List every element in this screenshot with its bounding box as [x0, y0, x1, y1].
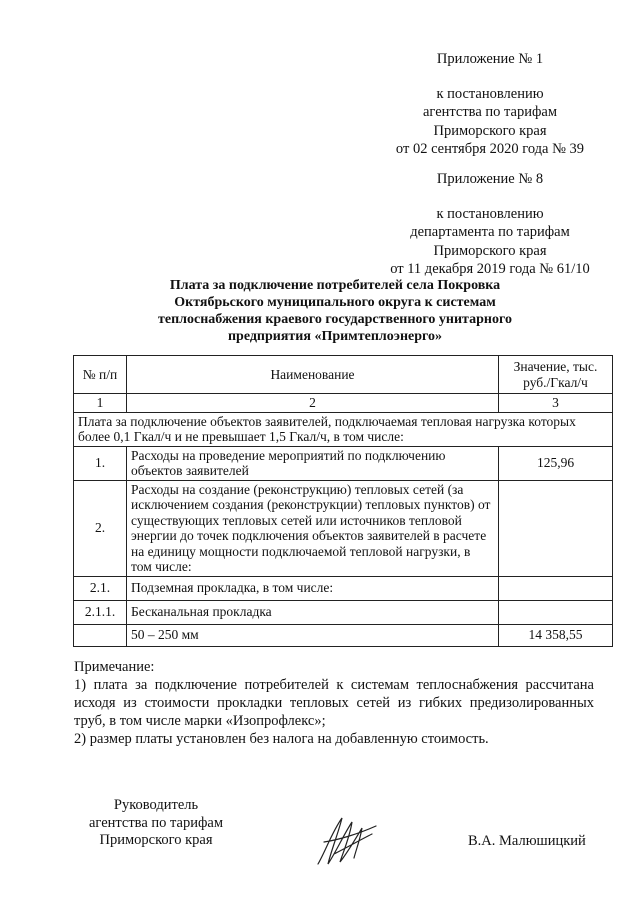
signatory-name: В.А. Малюшицкий [468, 833, 586, 849]
table-header-row [74, 356, 613, 394]
row-value: 125,96 [499, 446, 613, 480]
row-name: Расходы на проведение мероприятий по подключению объектов заявителей [127, 446, 499, 480]
title-line: Октябрьского муниципального округа к системам [174, 295, 496, 310]
appendix-1-line: к постановлению [436, 85, 544, 102]
title-line: Плата за подключение потребителей села Покровка [169, 278, 501, 293]
appendix-1-block [395, 50, 585, 159]
appendix-8-block [385, 170, 595, 279]
appendix-8-line: к постановлению [436, 205, 544, 222]
row-number [74, 624, 127, 646]
signatory-position [86, 797, 226, 850]
notes-heading: Примечание: [74, 659, 155, 675]
position-line: Приморского края [99, 832, 213, 848]
position-line: агентства по тарифам [89, 814, 223, 831]
section-row [74, 412, 613, 446]
note-item: 2) размер платы установлен без налога на добавленную стоимость. [74, 731, 489, 747]
title-line: предприятия «Примтеплоэнерго» [227, 329, 443, 344]
note-item: 1) плата за подключение потребителей к системам теплоснабжения рассчитана исходя из стоимости прокладки тепловых сетей из гибких предизолированных труб, в том числе марки «Изопрофлекс»; [74, 677, 594, 729]
row-value [499, 576, 613, 600]
row-name: Подземная прокладка, в том числе: [127, 576, 499, 600]
header-value: Значение, тыс. руб./Гкал/ч [499, 356, 613, 394]
appendix-1-line: Приморского края [433, 122, 547, 139]
column-number-row [74, 394, 613, 413]
row-name: Бесканальная прокладка [127, 600, 499, 624]
table-row [74, 600, 613, 624]
row-number: 2.1.1. [74, 600, 127, 624]
notes-section [74, 658, 594, 748]
column-number: 3 [499, 394, 613, 413]
header-name: Наименование [127, 356, 499, 394]
column-number: 2 [127, 394, 499, 413]
document-title [130, 277, 540, 345]
row-value [499, 600, 613, 624]
appendix-8-title: Приложение № 8 [436, 171, 544, 187]
row-name: Расходы на создание (реконструкцию) тепловых сетей (за исключением создания (реконструкции) тепловых пунктов) от существующих тепловых сетей или источников тепловой энергии до точек подключения объектов заявителей в расчете на единицу мощности подключаемой тепловой нагрузки, в том числе: [127, 480, 499, 576]
row-number: 2.1. [74, 576, 127, 600]
appendix-8-line: Приморского края [433, 242, 547, 259]
position-line: Руководитель [113, 797, 199, 813]
table-row [74, 576, 613, 600]
appendix-8-line: от 11 декабря 2019 года № 61/10 [390, 261, 590, 277]
row-name: 50 – 250 мм [127, 624, 499, 646]
section-row-text: Плата за подключение объектов заявителей, подключаемая тепловая нагрузка которых более 0,1 Гкал/ч и не превышает 1,5 Гкал/ч, в том числе: [74, 412, 613, 446]
column-number: 1 [74, 394, 127, 413]
table-row [74, 480, 613, 576]
handwritten-signature [312, 812, 382, 870]
appendix-1-line: от 02 сентября 2020 года № 39 [395, 141, 585, 157]
header-number: № п/п [74, 356, 127, 394]
appendix-1-title: Приложение № 1 [436, 51, 544, 67]
row-value: 14 358,55 [499, 624, 613, 646]
row-number: 1. [74, 446, 127, 480]
rates-table [73, 355, 613, 647]
title-line: теплоснабжения краевого государственного унитарного [158, 312, 512, 327]
appendix-1-line: агентства по тарифам [423, 104, 557, 120]
table-row [74, 446, 613, 480]
row-value [499, 480, 613, 576]
appendix-8-line: департамента по тарифам [410, 224, 570, 240]
row-number: 2. [74, 480, 127, 576]
table-row [74, 624, 613, 646]
